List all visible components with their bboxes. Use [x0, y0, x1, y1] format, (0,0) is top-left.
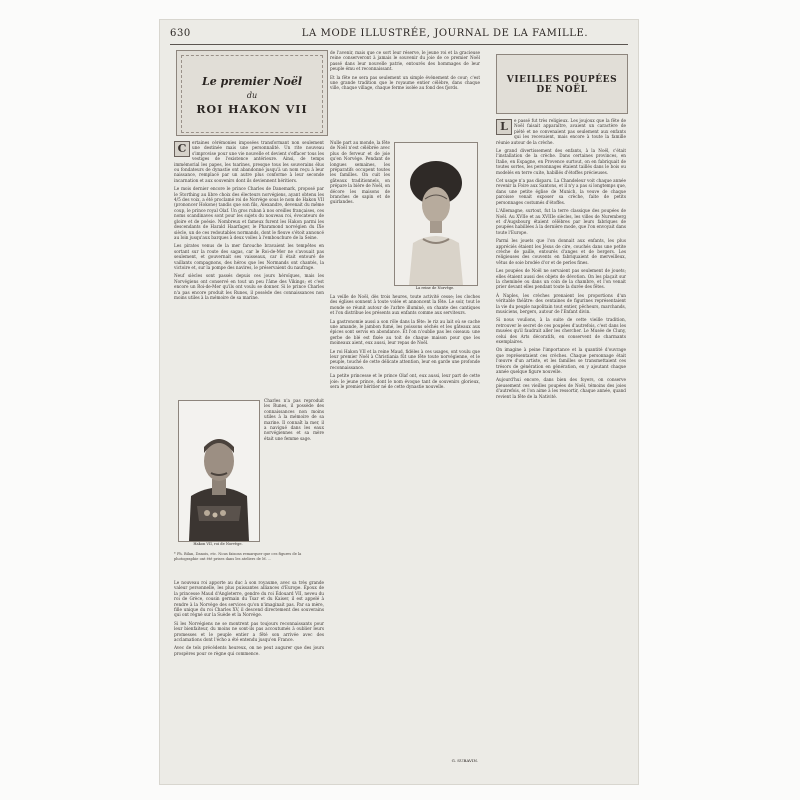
dropcap: C: [174, 141, 190, 157]
article2-paragraph-10: Aujourd'hui encore, dans bien des foyers, on conserve pieusement ces vieilles poupées de Noël, témoins des joies d'autrefois, et l'on aime à les ressortir, chaque année, quand revient la fête de la Nativité.: [496, 377, 626, 399]
queen-caption: La reine de Norvège.: [415, 286, 455, 290]
page-number: 630: [170, 28, 191, 39]
article2-paragraph-9: On imagine à peine l'importance et la quantité d'ouvrage que représentaient ces crèches. Chaque personnage était l'œuvre d'un artiste, et les familles se transmettaient ces trésors de génération en génération, en y ajoutant chaque année quelque figure nouvelle.: [496, 347, 626, 375]
article1-paragraph-3: Les pirates venus de la mer farouche bravaient les tempêtes en sortant sur la route des sagas, car le Roi-de-Mer ne s'avouait pas seulement, et gouvernait ses vaisseaux, car il était entouré de vaillants compagnons, des héros que les Normands ont chantés, la victoire et, sur la pompe des navires, le préservaient du naufrage.: [174, 243, 324, 270]
article2-dropcap: L: [496, 119, 512, 135]
journal-title: LA MODE ILLUSTRÉE, JOURNAL DE LA FAMILLE.: [301, 28, 589, 39]
article1-paragraph-5: Charles n'a pas reproduit les Runes, il possède des connaissances non moins utiles à la mémoire de sa marine. Il connaît la mer, il a navigué dans les eaux norvégiennes et sa mère était une femme sage.: [264, 398, 324, 441]
king-portrait-drawing: [179, 401, 259, 541]
article-title-line2: du: [246, 91, 258, 100]
article2-paragraph-2: Le grand divertissement des enfants, à la Noël, c'était l'installation de la crèche. Dans certaines provinces, en Italie, en Espagne, en Provence surtout, on en fabriquait de toutes sortes, les personnages étaient taillés dans le bois ou modelés en terre cuite, habillés d'étoffes précieuses.: [496, 148, 626, 175]
cont-paragraph-1: de l'avenir, mais que ce sort leur réserve, le jeune roi et la gracieuse reine conserveront à jamais le souvenir du joie de ce premier Noël passé dans leur nouvelle patrie, entourés des hommages de leur peuple ému et reconnaissant.: [330, 50, 480, 72]
article-title-line1: Le premier Noël: [201, 75, 303, 88]
page-header: [170, 28, 628, 44]
article2-paragraph-6: Les poupées de Noël ne servaient pas seulement de jouets; elles étaient aussi des objets de dévotion. On les plaçait sur la cheminée ou dans un coin de la chambre, et l'on venait prier devant elles pendant toute la durée des fêtes.: [496, 268, 626, 290]
article2-paragraph-4: L'Allemagne, surtout, fut la terre classique des poupées de Noël. Au XVIIe et au XVIIIe siècles, les villes de Nuremberg et d'Augsbourg étaient célèbres par leurs fabriques de poupées habillées à la dernière mode, que l'on envoyait dans toute l'Europe.: [496, 208, 626, 235]
article1-paragraph-2: Le mois dernier encore le prince Charles de Danemark, proposé par le Storthing au libre choix des électeurs norvégiens, ayant obtenu les 4/5 des voix, a été proclamé roi de Norvège sous le nom de Hakon VII (prononcer Hokone) tandis que son fils, Alexandre, devenait du même coup, le prince royal Olaf. Un gros ruban à nos oreilles françaises, ces noms scandinaves sont pour les sujets du nouveau roi, évocateurs de gloire et de poésie. Nombreux et fameux furent les Hakon parmi les descendants de Harald Haarfager, le Pharamond norvégien du IXe siècle, un de ces redoutables normands, dont le fleuve s'étoit annoncé au loin jusqu'aux barques à deux voiles à l'embouchure de la Seine.: [174, 186, 324, 240]
article2-title-block: [496, 54, 628, 114]
article2-paragraph-1: L e passé fut très religieux. Les joujoux que la fête de Noël faisait apparaître, avaient un caractère de piété et ne convenaient pas seulement aux enfants qui les recevaient, mais encore à toute la famille réunie autour de la crèche.: [496, 118, 626, 145]
article2-paragraph-7: À Naples, les crèches prenaient les proportions d'un véritable théâtre: des centaines de figurines représentaient la vie du peuple napolitain tout entier, pêcheurs, marchands, musiciens, bergers, autour de l'Enfant divin.: [496, 292, 626, 314]
article2-body: [496, 118, 626, 770]
cont-paragraph-2: Et la fête ne sera pas seulement un simple événement de cour; c'est une grande tradition que le royaume entier célèbre, dans chaque ville, chaque village, chaque ferme isolée au fond des fjords.: [330, 74, 480, 91]
king-caption: Hakon VII, roi de Norvège.: [193, 542, 243, 546]
article1-cont-bottom: [330, 294, 480, 756]
article1-body-top: [174, 140, 324, 395]
header-rule: [170, 44, 628, 45]
article1-signature: G. SUBAVIN.: [451, 758, 478, 763]
cont-paragraph-7: La petite princesse et le prince Olaf ont, eux aussi, leur part de cette joie: le jeune prince, dont le nom évoque tant de souvenirs glorieux, sera le premier héritier né de cette dynastie nouvelle.: [330, 373, 480, 390]
article1-paragraph-4: Neuf siècles sont passés depuis ces jours héroïques, mais les Norvégiens ont conservé en tout un peu l'âme des Vikings; et c'est encore un Roi-de-Mer qu'ils ont voulu se donner. Si le prince Charles n'a pas encore produit les Runes, il possède des connaissances non moins utiles à la mémoire de sa marine.: [174, 273, 324, 300]
queen-portrait-drawing: [395, 143, 477, 285]
cont-paragraph-3: Nulle part au monde, la fête de Noël n'est célébrée avec plus de ferveur et de joie qu'en Norvège. Pendant de longues semaines, les préparatifs occupent toutes les familles. On cuit les gâteaux traditionnels, on prépare la bière de Noël, on décore les maisons de branches de sapin et de guirlandes.: [330, 140, 390, 205]
article2-paragraph-5: Parmi les jouets que l'on donnait aux enfants, les plus appréciés étaient les Jésus de cire, couchés dans une petite crèche de paille, entourés d'anges et de bergers. Les religieuses des couvents en fabriquaient de merveilleux, vêtus de soie brodée d'or et de perles fines.: [496, 238, 626, 265]
article1-paragraph-1: C ertaines cérémonies imposées transformant non seulement une destinée mais une personnalité. Un rite nouveau s'improvise pour une vie nouvelle et devient s'effacer tous les vestiges de l'existence antérieure. Ainsi, de temps immémorial les papes, les tsarines, presque tous les souverains élus ou fondateurs de dynastie ont abandonné jusqu'à un nom reçu à leur naissance, remplacé par un autre plus conforme à leur seconde incarnation et aux souvenirs dont ils deviennent héritiers.: [174, 140, 324, 183]
king-portrait: [178, 400, 260, 542]
article1-cont-side: [330, 140, 390, 290]
article2-paragraph-8: Si nous voulions, à la suite de cette vieille tradition, retrouver le secret de ces poupées d'autrefois, c'est dans les musées qu'il faudrait aller les chercher. Le Musée de Cluny, celui des Arts décoratifs, en conservent de charmants exemplaires.: [496, 317, 626, 345]
article2-title: VIEILLES POUPÉES DE NOËL: [506, 75, 618, 95]
article-title-line3: ROI HAKON VII: [196, 103, 308, 116]
article1-body-bottom: [174, 580, 324, 770]
article2-paragraph-3: Cet usage n'a pas disparu. La Chandeleur voit chaque année revenir la Foire aux Santons, et il n'y a pas si longtemps que, dans une petite église de Munich, la veuve de chaque paroisse venait exposer sa crèche, faite de petits personnages costumés d'étoffes.: [496, 178, 626, 205]
cont-paragraph-4: La veille de Noël, dès trois heures, toute activité cesse; les cloches des églises sonnent à toute volée et annoncent la fête. Le soir, tout le monde se réunit autour de l'arbre illuminé, on chante des cantiques et l'on distribue les présents aux enfants comme aux serviteurs.: [330, 294, 480, 316]
article1-body-side: [264, 398, 324, 548]
cont-paragraph-5: La gastronomie aussi a son rôle dans la fête: le riz au lait où se cache une amande, le jambon fumé, les poissons séchés et les gâteaux aux épices sont servis en abondance. Et l'on n'oublie pas les oiseaux: une gerbe de blé est fixée au toit de chaque maison pour que les moineaux aient, eux aussi, leur repas de Noël.: [330, 318, 480, 346]
magazine-page: [160, 20, 638, 784]
article1-paragraph-8: Avec de tels précédents heureux, on ne peut augurer que des jours prospères pour ce règne qui commence.: [174, 645, 324, 656]
article1-paragraph-6: Le nouveau roi apporte au duc à son royaume, avec sa très grande valeur personnelle, les plus puissantes alliances d'Europe. Époux de la princesse Maud d'Angleterre, gendre du roi Édouard VII, neveu du roi de Grèce, cousin germain du Tsar et du Kaiser, il est appelé à rendre à la Norvège des services qu'on n'imaginait pas. Par sa mère, fille unique du roi Charles XV, il descend directement des souverains qui ont régné sur la Suède et la Norvège.: [174, 580, 324, 618]
article1-cont-top: [330, 50, 480, 138]
footnote: * Ph. Bilan, Danois, etc. Nous faisons remarquer que ces figures de la photographie ont été prises dans les ateliers de M. ...: [174, 552, 302, 561]
cont-paragraph-6: Le roi Hakon VII et la reine Maud, fidèles à ces usages, ont voulu que leur premier Noël à Christiania fût une fête toute norvégienne, et le peuple, touché de cette délicate attention, leur en garde une profonde reconnaissance.: [330, 348, 480, 370]
article1-paragraph-7: Si les Norvégiens ne se montrent pas toujours reconnaissants pour leur bienfaiteur, du moins ne sont-ils pas accoutumés à oublier leurs promesses et le peuple entier a fêté son arrivée avec des acclamations dont l'écho a été entendu jusqu'en France.: [174, 620, 324, 643]
queen-portrait: [394, 142, 478, 286]
article-title-block: [176, 50, 328, 136]
